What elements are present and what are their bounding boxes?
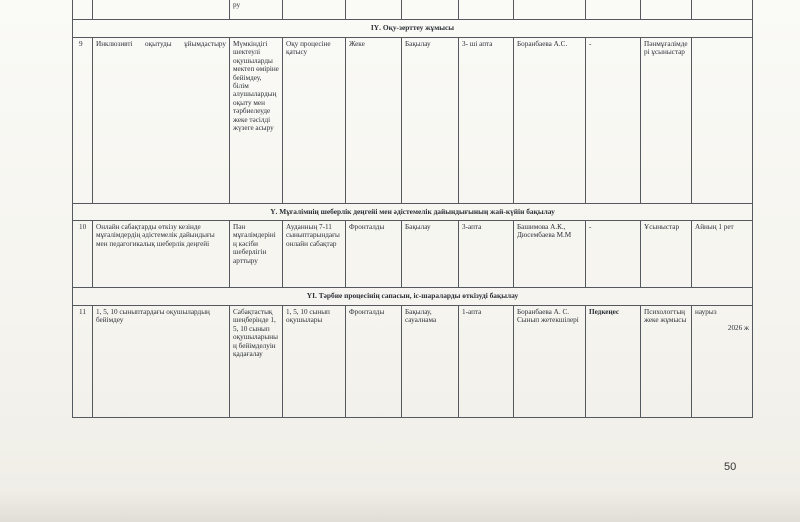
topic-cell: Онлайн сабақтарды өткізу кезінде мұғалімдердің әдістемелік дайындығы мен педагогикалық шеберлік деңгейі [93,221,230,288]
table-cell [346,0,402,20]
row-number: 10 [73,221,93,288]
period-cell: 1-апта [459,306,514,418]
page-number: 50 [724,461,737,473]
control-plan-table [72,0,753,418]
section-header [73,20,753,38]
method-cell: Бақылау, сауалнама [402,306,459,418]
purpose-cell: Сабақтастық шеңберінде 1, 5, 10 сынып оқушыларының бейімделуін қадағалау [230,306,283,418]
table-cell [514,0,586,20]
table-cell [73,0,93,20]
period-cell: 3- ші апта [459,38,514,204]
result-cell: Психологтың жеке жұмысы [641,306,692,418]
table-row [73,0,753,20]
place-cell: - [586,38,641,204]
section-title: ҮІ. Тәрбие процесінің сапасын, іс-шараларды өткізуді бақылау [73,288,753,306]
extra-year: 2026 ж [727,324,749,333]
topic-cell: Инклюзивті оқытуды ұйымдастыру [93,38,230,204]
result-cell: Ұсыныстар [641,221,692,288]
responsible-cell [514,306,586,418]
section-title: ІҮ. Оқу-зерттеу жұмысы [73,20,753,38]
extra-month: наурыз [695,308,717,316]
responsible-cell: Башимова А.К., Дюсембаева М.М [514,221,586,288]
place-cell: Педкеңес [586,306,641,418]
result-cell: Пәнмұғалімдері ұсыныстар [641,38,692,204]
type-cell: Фронталды [346,221,402,288]
table-row [73,221,753,288]
method-cell: Бақылау [402,38,459,204]
table-cell [641,0,692,20]
table-cell [402,0,459,20]
section-header [73,204,753,221]
place-cell: - [586,221,641,288]
purpose-cell: Мүмкіндігі шектеулі оқушыларды мектеп өміріне бейімдеу, білім алушылардың оқыту мен тәрбиелеуде жеке тәсілді жүзеге асыру [230,38,283,204]
table-cell [459,0,514,20]
extra-cell [692,306,753,418]
table-row [73,306,753,418]
page-shadow [0,490,800,522]
table-cell [692,0,753,20]
table-cell [586,0,641,20]
extra-cell [692,38,753,204]
topic-cell: 1, 5, 10 сыныптардағы оқушылардың бейімдеу [93,306,230,418]
row-number: 9 [73,38,93,204]
section-title: Ү. Мұғалімнің шеберлік деңгейі мен әдістемелік дайындығының жай-күйін бақылау [73,204,753,221]
table-cell: ру [230,0,283,20]
method-cell: Бақылау [402,221,459,288]
table-cell [93,0,230,20]
period-cell: 3-апта [459,221,514,288]
section-header [73,288,753,306]
object-cell: 1, 5, 10 сынып оқушылары [283,306,346,418]
table-row [73,38,753,204]
responsible-group: Сынып жетекшілері [517,316,579,325]
type-cell: Фронталды [346,306,402,418]
object-cell: Ауданның 7-11 сыныптарындағы онлайн сабақтар [283,221,346,288]
extra-cell: Айның 1 рет [692,221,753,288]
purpose-cell: Пән мұғалімдерінің кәсіби шеберлігін арттыру [230,221,283,288]
row-number: 11 [73,306,93,418]
type-cell: Жеке [346,38,402,204]
responsible-cell: Боранбаева А.С. [514,38,586,204]
object-cell: Оқу процесіне қатысу [283,38,346,204]
table-cell [283,0,346,20]
responsible-name: Боранбаева А. С. [517,308,570,316]
